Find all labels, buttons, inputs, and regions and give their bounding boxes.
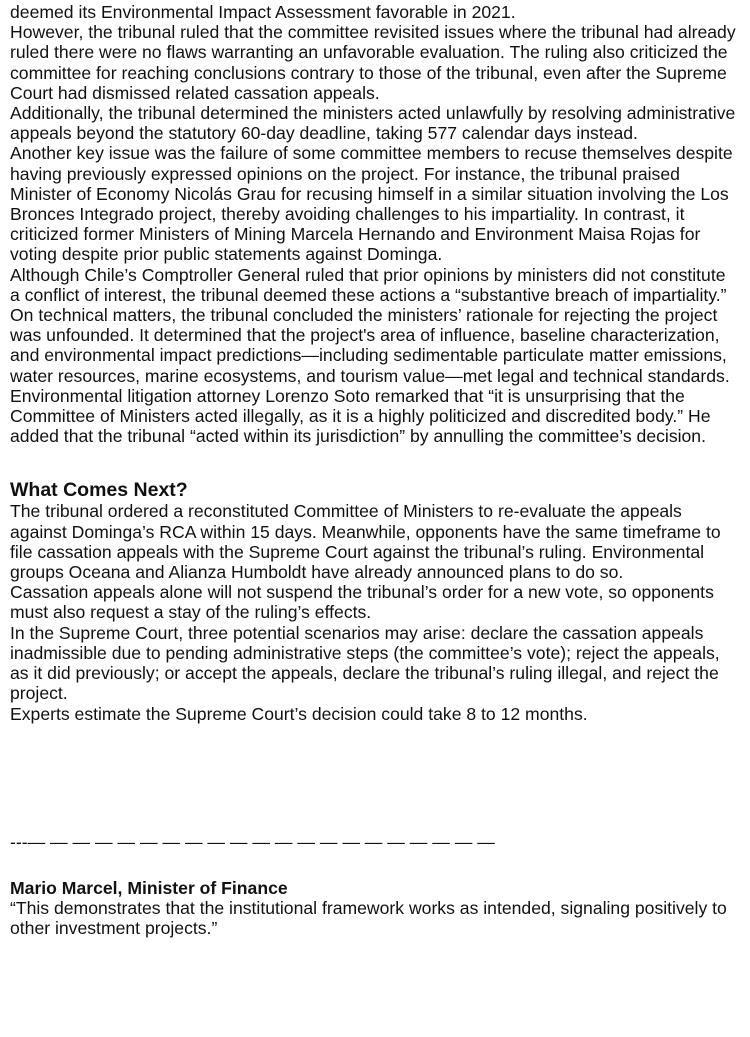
separator: ---— — — — — — — — — — — — — — — — — — — — — [10,831,495,852]
paragraph: Additionally, the tribunal determined the ministers acted unlawfully by resolving administrative appeals beyond the statutory 60-day deadline, taking 577 calendar days instead. [10,103,736,144]
paragraph: Cassation appeals alone will not suspend the tribunal’s order for a new vote, so opponents must also request a stay of the ruling’s effects. [10,582,714,623]
quote-text: “This demonstrates that the institutional framework works as intended, signaling positively to other investment projects.” [10,898,727,939]
section-heading: What Comes Next? [10,479,188,502]
paragraph: Experts estimate the Supreme Court’s decision could take 8 to 12 months. [10,703,588,724]
paragraph: On technical matters, the tribunal concluded the ministers’ rationale for rejecting the project was unfounded. It determined that the project's area of influence, baseline characterization, and environmental impact predictions—including sedimentable particulate matter emissions, water resources, marine ecosystems, and tourism value—met legal and technical standards. [10,305,730,386]
paragraph: The tribunal ordered a reconstituted Committee of Ministers to re-evaluate the appeals against Dominga’s RCA within 15 days. Meanwhile, opponents have the same timeframe to file cassation appeals with the Supreme Court against the tribunal’s ruling. Environmental groups Oceana and Alianza Humboldt have already announced plans to do so. [10,501,721,583]
paragraph: Although Chile’s Comptroller General ruled that prior opinions by ministers did not constitute a conflict of interest, the tribunal deemed these actions a “substantive breach of impartiality.” [10,264,727,305]
paragraph: In the Supreme Court, three potential scenarios may arise: declare the cassation appeals inadmissible due to pending administrative steps (the committee’s vote); reject the appeals, as it did previously; or accept the appeals, declare the tribunal’s ruling illegal, and reject the project. [10,622,720,704]
paragraph: Another key issue was the failure of some committee members to recuse themselves despite having previously expressed opinions on the project. For instance, the tribunal praised Minister of Economy Nicolás Grau for recusing himself in a similar situation involving the Los Bronces Integrado project, thereby avoiding challenges to his impartiality. In contrast, it criticized former Ministers of Mining Marcela Hernando and Environment Maisa Rojas for voting despite prior public statements against Dominga. [10,143,733,265]
paragraph: deemed its Environmental Impact Assessment favorable in 2021. [10,2,516,22]
paragraph: Environmental litigation attorney Lorenzo Soto remarked that “it is unsurprising that the Committee of Ministers acted illegally, as it is a highly politicized and discredited body.” He added that the tribunal “acted within its jurisdiction” by annulling the committee’s decision. [10,385,711,447]
paragraph: However, the tribunal ruled that the committee revisited issues where the tribunal had already ruled there were no flaws warranting an unfavorable evaluation. The ruling also criticized the committee for reaching conclusions contrary to those of the tribunal, even after the Supreme Court had dismissed related cassation appeals. [10,22,736,103]
quote-attribution: Mario Marcel, Minister of Finance [10,877,288,898]
